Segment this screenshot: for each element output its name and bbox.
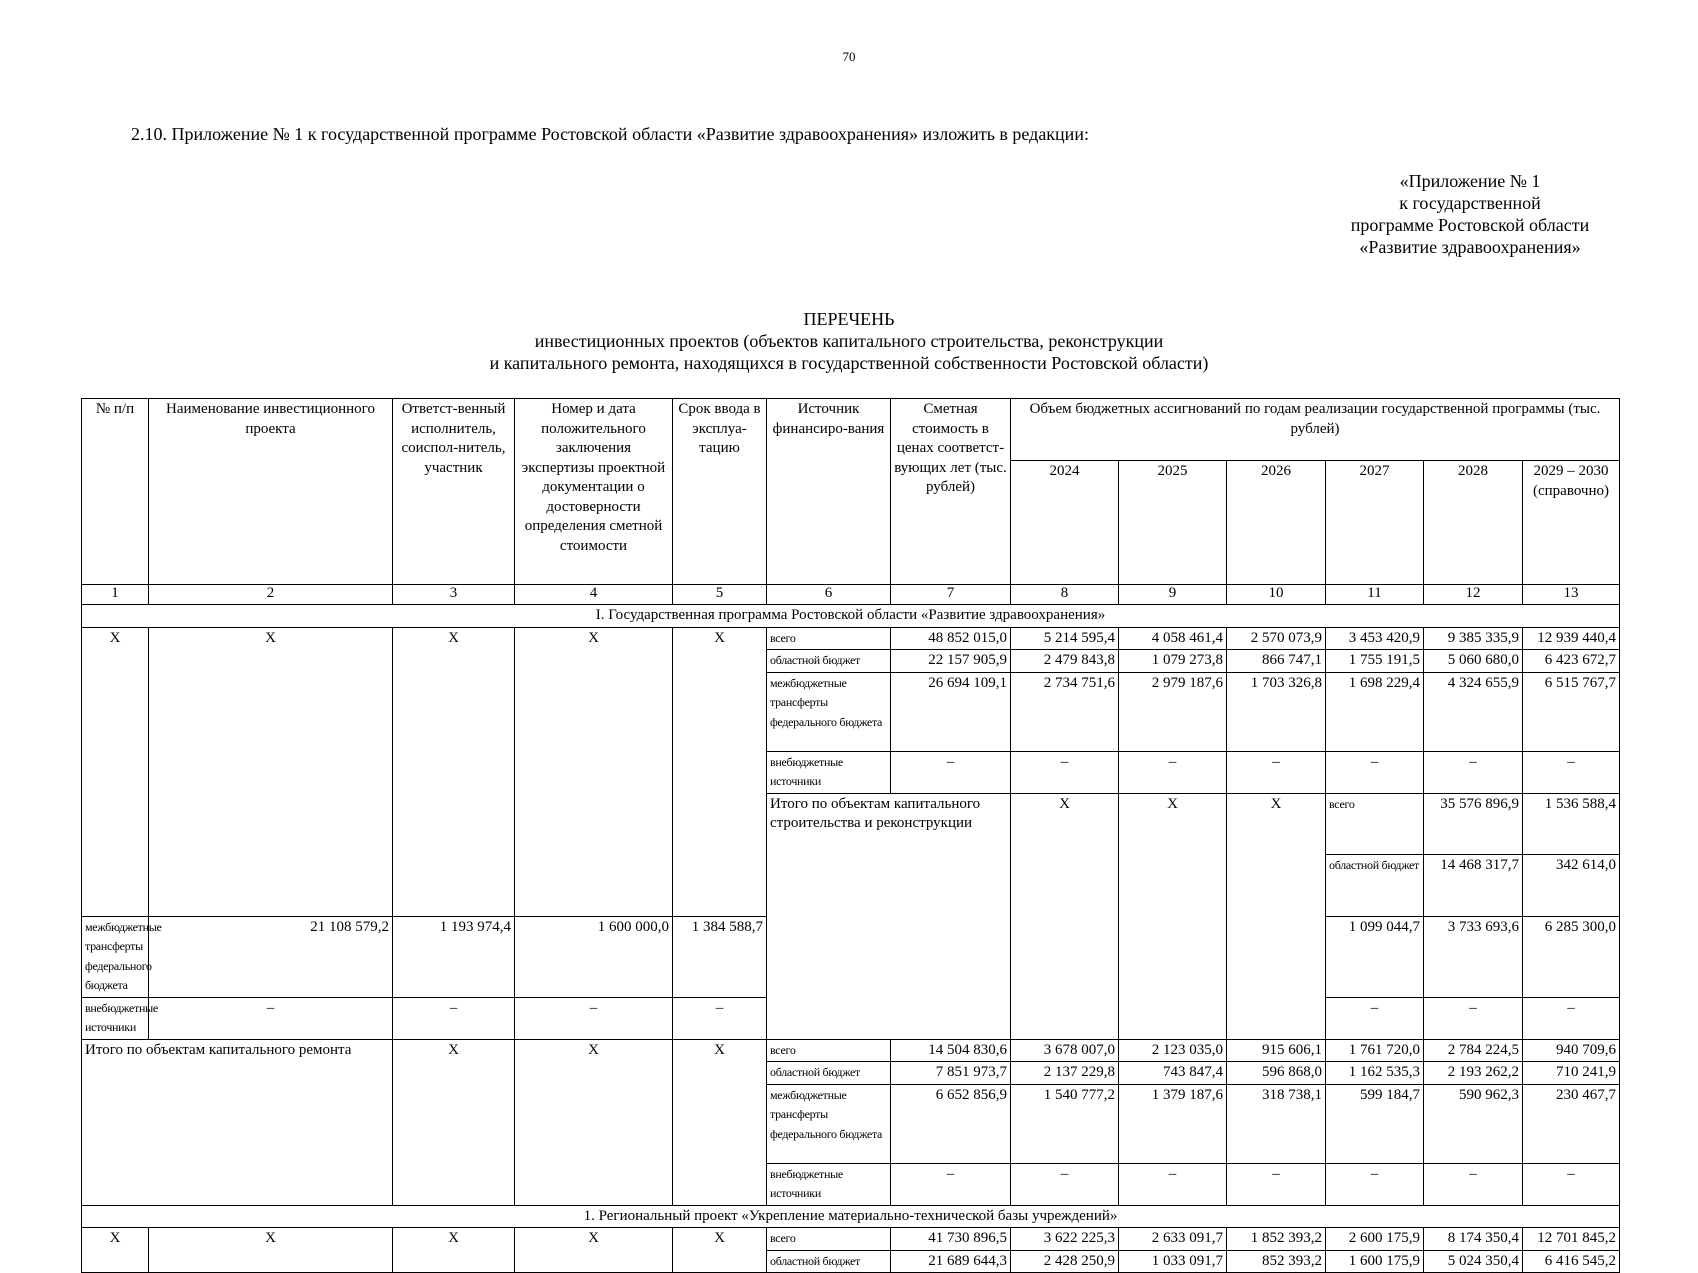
dash-cell: – bbox=[1523, 1163, 1620, 1205]
value-cell: 1 379 187,6 bbox=[1119, 1084, 1227, 1163]
header-cost: Сметная стоимость в ценах соответст-вующих лет (тыс. рублей) bbox=[891, 399, 1011, 585]
value-cell: 2 734 751,6 bbox=[1011, 672, 1119, 751]
value-cell: 596 868,0 bbox=[1227, 1062, 1326, 1085]
dash-cell: – bbox=[149, 997, 393, 1039]
source-federal: межбюджетные трансферты федерального бюджета bbox=[767, 1084, 891, 1163]
dash-cell: – bbox=[1424, 751, 1523, 793]
value-cell: 866 747,1 bbox=[1227, 650, 1326, 673]
dash-cell: – bbox=[1523, 751, 1620, 793]
source-federal: межбюджетные трансферты федерального бюджета bbox=[82, 916, 149, 997]
header-source: Источник финансиро-вания bbox=[767, 399, 891, 585]
x-mark: Х bbox=[1011, 793, 1119, 1039]
value-cell: 599 184,7 bbox=[1326, 1084, 1424, 1163]
x-mark: Х bbox=[673, 1228, 767, 1273]
value-cell: 6 416 545,2 bbox=[1523, 1250, 1620, 1273]
value-cell: 1 600 000,0 bbox=[515, 916, 673, 997]
dash-cell: – bbox=[1424, 997, 1523, 1039]
value-cell: 1 703 326,8 bbox=[1227, 672, 1326, 751]
value-cell: 2 784 224,5 bbox=[1424, 1039, 1523, 1062]
value-cell: 1 536 588,4 bbox=[1523, 793, 1620, 855]
value-cell: 2 428 250,9 bbox=[1011, 1250, 1119, 1273]
value-cell: 1 852 393,2 bbox=[1227, 1228, 1326, 1251]
value-cell: 743 847,4 bbox=[1119, 1062, 1227, 1085]
value-cell: 6 652 856,9 bbox=[891, 1084, 1011, 1163]
value-cell: 5 214 595,4 bbox=[1011, 627, 1119, 650]
value-cell: 6 423 672,7 bbox=[1523, 650, 1620, 673]
appendix-line: «Приложение № 1 bbox=[1399, 171, 1541, 191]
value-cell: 41 730 896,5 bbox=[891, 1228, 1011, 1251]
value-cell: 14 504 830,6 bbox=[891, 1039, 1011, 1062]
dash-cell: – bbox=[1523, 997, 1620, 1039]
dash-cell: – bbox=[891, 751, 1011, 793]
heading-title: ПЕРЕЧЕНЬ bbox=[803, 309, 895, 329]
value-cell: 2 123 035,0 bbox=[1119, 1039, 1227, 1062]
x-mark: Х bbox=[515, 1228, 673, 1273]
value-cell: 48 852 015,0 bbox=[891, 627, 1011, 650]
heading-line: и капитального ремонта, находящихся в государственной собственности Ростовской области) bbox=[489, 353, 1209, 373]
column-number: 12 bbox=[1424, 585, 1523, 605]
appendix-line: программе Ростовской области bbox=[1350, 215, 1590, 235]
header-deadline: Срок ввода в эксплуа-тацию bbox=[673, 399, 767, 585]
source-offbudget: внебюджетные источники bbox=[767, 751, 891, 793]
header-year: 2024 bbox=[1011, 461, 1119, 585]
source-total: всего bbox=[767, 627, 891, 650]
value-cell: 342 614,0 bbox=[1523, 855, 1620, 917]
investment-projects-table bbox=[81, 398, 1620, 1273]
value-cell: 26 694 109,1 bbox=[891, 672, 1011, 751]
header-year: 2026 bbox=[1227, 461, 1326, 585]
source-regional: областной бюджет bbox=[767, 650, 891, 673]
appendix-line: «Развитие здравоохранения» bbox=[1359, 237, 1581, 257]
column-number: 10 bbox=[1227, 585, 1326, 605]
block-label: Итого по объектам капитального строительства и реконструкции bbox=[767, 793, 1011, 1039]
dash-cell: – bbox=[1119, 1163, 1227, 1205]
source-total: всего bbox=[1326, 793, 1424, 855]
value-cell: 1 033 091,7 bbox=[1119, 1250, 1227, 1273]
value-cell: 2 570 073,9 bbox=[1227, 627, 1326, 650]
x-mark: Х bbox=[515, 627, 673, 916]
value-cell: 852 393,2 bbox=[1227, 1250, 1326, 1273]
header-year: 2028 bbox=[1424, 461, 1523, 585]
source-regional: областной бюджет bbox=[1326, 855, 1424, 917]
value-cell: 4 058 461,4 bbox=[1119, 627, 1227, 650]
source-total: всего bbox=[767, 1228, 891, 1251]
dash-cell: – bbox=[1326, 751, 1424, 793]
value-cell: 9 385 335,9 bbox=[1424, 627, 1523, 650]
source-regional: областной бюджет bbox=[767, 1062, 891, 1085]
x-mark: Х bbox=[1227, 793, 1326, 1039]
column-number: 1 bbox=[82, 585, 149, 605]
x-mark: Х bbox=[673, 1039, 767, 1205]
x-mark: Х bbox=[393, 1228, 515, 1273]
dash-cell: – bbox=[393, 997, 515, 1039]
value-cell: 3 733 693,6 bbox=[1424, 916, 1523, 997]
column-number: 6 bbox=[767, 585, 891, 605]
column-number: 11 bbox=[1326, 585, 1424, 605]
dash-cell: – bbox=[1011, 1163, 1119, 1205]
value-cell: 7 851 973,7 bbox=[891, 1062, 1011, 1085]
value-cell: 590 962,3 bbox=[1424, 1084, 1523, 1163]
x-mark: Х bbox=[1119, 793, 1227, 1039]
dash-cell: – bbox=[515, 997, 673, 1039]
value-cell: 318 738,1 bbox=[1227, 1084, 1326, 1163]
value-cell: 3 678 007,0 bbox=[1011, 1039, 1119, 1062]
x-mark: Х bbox=[149, 627, 393, 916]
value-cell: 6 285 300,0 bbox=[1523, 916, 1620, 997]
appendix-line: к государственной bbox=[1399, 193, 1541, 213]
value-cell: 21 108 579,2 bbox=[149, 916, 393, 997]
column-number: 3 bbox=[393, 585, 515, 605]
dash-cell: – bbox=[1227, 751, 1326, 793]
dash-cell: – bbox=[891, 1163, 1011, 1205]
column-number: 8 bbox=[1011, 585, 1119, 605]
section-title: 1. Региональный проект «Укрепление материально-технической базы учреждений» bbox=[82, 1205, 1620, 1228]
value-cell: 2 600 175,9 bbox=[1326, 1228, 1424, 1251]
column-number: 2 bbox=[149, 585, 393, 605]
dash-cell: – bbox=[1227, 1163, 1326, 1205]
dash-cell: – bbox=[1326, 1163, 1424, 1205]
value-cell: 1 540 777,2 bbox=[1011, 1084, 1119, 1163]
value-cell: 22 157 905,9 bbox=[891, 650, 1011, 673]
x-mark: Х bbox=[393, 627, 515, 916]
appendix-reference bbox=[1290, 170, 1650, 258]
value-cell: 1 761 720,0 bbox=[1326, 1039, 1424, 1062]
value-cell: 3 453 420,9 bbox=[1326, 627, 1424, 650]
header-budget: Объем бюджетных ассигнований по годам реализации государственной программы (тыс. рублей) bbox=[1011, 399, 1620, 461]
value-cell: 5 024 350,4 bbox=[1424, 1250, 1523, 1273]
value-cell: 1 600 175,9 bbox=[1326, 1250, 1424, 1273]
x-mark: Х bbox=[82, 1228, 149, 1273]
value-cell: 940 709,6 bbox=[1523, 1039, 1620, 1062]
value-cell: 8 174 350,4 bbox=[1424, 1228, 1523, 1251]
value-cell: 4 324 655,9 bbox=[1424, 672, 1523, 751]
header-year: 2029 – 2030 (справочно) bbox=[1523, 461, 1620, 585]
x-mark: Х bbox=[393, 1039, 515, 1205]
block-label: Итого по объектам капитального ремонта bbox=[82, 1039, 393, 1205]
column-number: 4 bbox=[515, 585, 673, 605]
value-cell: 2 979 187,6 bbox=[1119, 672, 1227, 751]
value-cell: 1 162 535,3 bbox=[1326, 1062, 1424, 1085]
section-title: I. Государственная программа Ростовской области «Развитие здравоохранения» bbox=[82, 605, 1620, 628]
column-number: 7 bbox=[891, 585, 1011, 605]
value-cell: 1 384 588,7 bbox=[673, 916, 767, 997]
value-cell: 21 689 644,3 bbox=[891, 1250, 1011, 1273]
column-number: 13 bbox=[1523, 585, 1620, 605]
x-mark: Х bbox=[673, 627, 767, 916]
intro-paragraph: 2.10. Приложение № 1 к государственной программе Ростовской области «Развитие здравоохранения» изложить в редакции: bbox=[131, 124, 1089, 144]
header-responsible: Ответст-венный исполнитель, соиспол-нитель, участник bbox=[393, 399, 515, 585]
heading-line: инвестиционных проектов (объектов капитального строительства, реконструкции bbox=[534, 331, 1164, 351]
column-number: 9 bbox=[1119, 585, 1227, 605]
value-cell: 230 467,7 bbox=[1523, 1084, 1620, 1163]
x-mark: Х bbox=[82, 627, 149, 916]
dash-cell: – bbox=[1424, 1163, 1523, 1205]
value-cell: 12 939 440,4 bbox=[1523, 627, 1620, 650]
value-cell: 1 099 044,7 bbox=[1326, 916, 1424, 997]
value-cell: 6 515 767,7 bbox=[1523, 672, 1620, 751]
value-cell: 915 606,1 bbox=[1227, 1039, 1326, 1062]
source-offbudget: внебюджетные источники bbox=[82, 997, 149, 1039]
source-offbudget: внебюджетные источники bbox=[767, 1163, 891, 1205]
page-number: 70 bbox=[842, 49, 856, 64]
dash-cell: – bbox=[1326, 997, 1424, 1039]
value-cell: 5 060 680,0 bbox=[1424, 650, 1523, 673]
document-heading bbox=[0, 308, 1698, 374]
header-name: Наименование инвестиционного проекта bbox=[149, 399, 393, 585]
value-cell: 1 755 191,5 bbox=[1326, 650, 1424, 673]
value-cell: 1 079 273,8 bbox=[1119, 650, 1227, 673]
header-year: 2025 bbox=[1119, 461, 1227, 585]
header-year: 2027 bbox=[1326, 461, 1424, 585]
value-cell: 2 137 229,8 bbox=[1011, 1062, 1119, 1085]
x-mark: Х bbox=[149, 1228, 393, 1273]
value-cell: 2 193 262,2 bbox=[1424, 1062, 1523, 1085]
source-regional: областной бюджет bbox=[767, 1250, 891, 1273]
value-cell: 12 701 845,2 bbox=[1523, 1228, 1620, 1251]
value-cell: 710 241,9 bbox=[1523, 1062, 1620, 1085]
value-cell: 1 193 974,4 bbox=[393, 916, 515, 997]
value-cell: 2 479 843,8 bbox=[1011, 650, 1119, 673]
dash-cell: – bbox=[673, 997, 767, 1039]
value-cell: 1 698 229,4 bbox=[1326, 672, 1424, 751]
dash-cell: – bbox=[1119, 751, 1227, 793]
value-cell: 2 633 091,7 bbox=[1119, 1228, 1227, 1251]
value-cell: 3 622 225,3 bbox=[1011, 1228, 1119, 1251]
column-number: 5 bbox=[673, 585, 767, 605]
source-total: всего bbox=[767, 1039, 891, 1062]
header-expertise: Номер и дата положительного заключения экспертизы проектной документации о достоверности определения сметной стоимости bbox=[515, 399, 673, 585]
header-num: № п/п bbox=[82, 399, 149, 585]
dash-cell: – bbox=[1011, 751, 1119, 793]
x-mark: Х bbox=[515, 1039, 673, 1205]
value-cell: 35 576 896,9 bbox=[1424, 793, 1523, 855]
source-federal: межбюджетные трансферты федерального бюджета bbox=[767, 672, 891, 751]
value-cell: 14 468 317,7 bbox=[1424, 855, 1523, 917]
